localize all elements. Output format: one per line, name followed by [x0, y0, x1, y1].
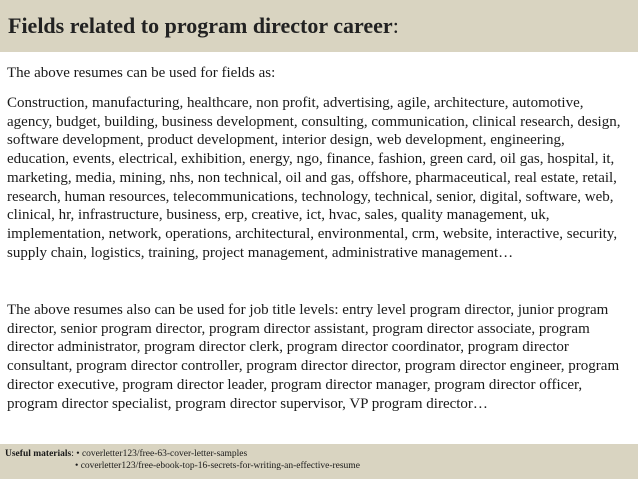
- slide-title-text: Fields related to program director career: [8, 13, 393, 38]
- job-levels-paragraph: The above resumes also can be used for job title levels: entry level program director, junior program director, senior program director, program director assistant, program director associate, program director administrator, program director clerk, program director coordinator, program director consultant, program director controller, program director director, program director engineer, program director executive, program director leader, program director manager, program director officer, program director specialist, program director supervisor, VP program director…: [7, 302, 620, 412]
- footer-row-2: [75, 461, 360, 472]
- slide-title: [8, 13, 399, 39]
- footer-row-1: [5, 449, 247, 460]
- fields-paragraph: Construction, manufacturing, healthcare, non profit, advertising, agile, architecture, automotive, agency, budget, building, business development, consulting, communication, clinical research, design, software development, product development, interior design, web development, engineering, education, events, electrical, exhibition, energy, ngo, finance, fashion, green card, oil gas, hospital, it, marketing, media, mining, nhs, non technical, oil and gas, offshore, pharmaceutical, real estate, retail, research, human resources, telecommunications, technology, technical, senior, digital, software, web, clinical, hr, infrastructure, business, erp, creative, ict, hvac, sales, quality management, uk, implementation, network, operations, architectural, environmental, crm, website, interactive, security, supply chain, logistics, training, project management, administrative management…: [7, 95, 621, 261]
- footer-label-colon: :: [71, 449, 77, 459]
- slide-title-colon: :: [392, 13, 399, 38]
- footer-bar: [0, 444, 638, 479]
- footer-label: Useful materials: [5, 449, 72, 459]
- footer-link-2[interactable]: • coverletter123/free-ebook-top-16-secrets-for-writing-an-effective-resume: [75, 461, 360, 471]
- footer-link-1[interactable]: • coverletter123/free-63-cover-letter-samples: [76, 449, 248, 459]
- title-bar: [0, 0, 638, 52]
- intro-text: The above resumes can be used for fields as:: [7, 65, 276, 81]
